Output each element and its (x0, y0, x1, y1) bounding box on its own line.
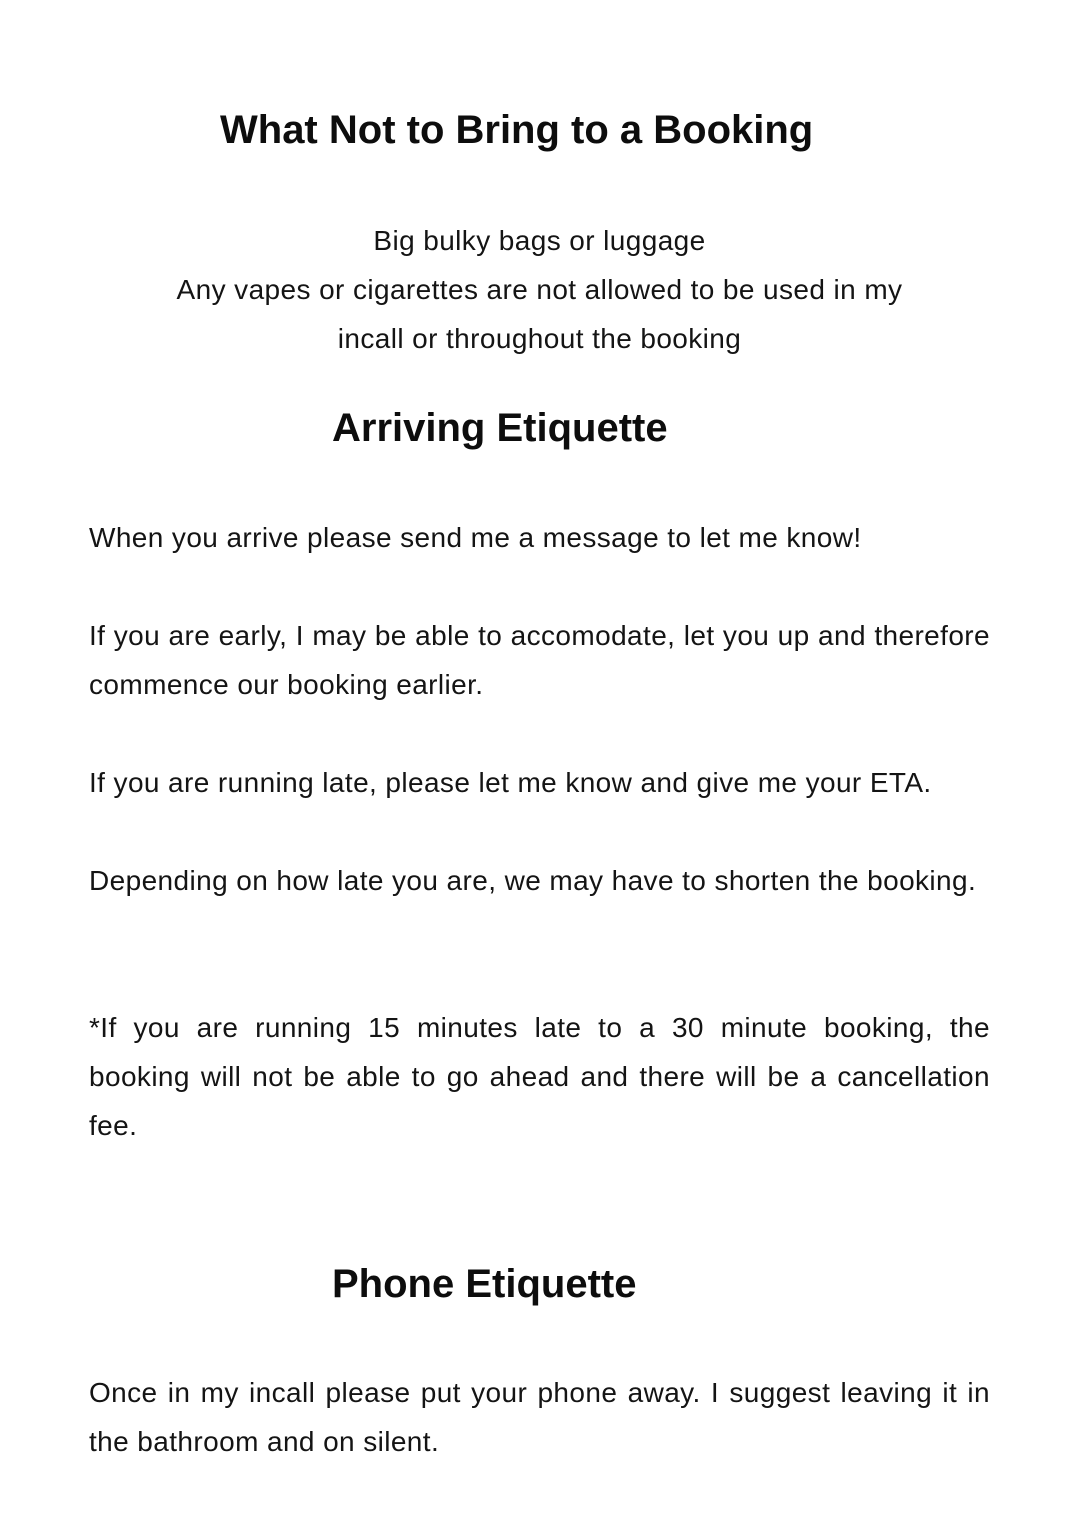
paragraph-early-arrival: If you are early, I may be able to accomodate, let you up and therefore commence our booking earlier. (89, 620, 990, 700)
heading-arriving-etiquette: Arriving Etiquette (332, 406, 668, 450)
list-item: Any vapes or cigarettes are not allowed to be used in my (176, 274, 903, 305)
paragraph-phone-away: Once in my incall please put your phone away. I suggest leaving it in the bathroom and on silent. (89, 1377, 990, 1457)
paragraph-cancellation-policy: *If you are running 15 minutes late to a 30 minute booking, the booking will not be able to go ahead and there will be a cancellation fee. (89, 1012, 990, 1141)
heading-phone-etiquette: Phone Etiquette (332, 1262, 637, 1306)
list-item: incall or throughout the booking (337, 323, 742, 354)
paragraph-shorten-booking: Depending on how late you are, we may have to shorten the booking. (89, 865, 977, 896)
not-to-bring-list (89, 216, 990, 363)
list-item: Big bulky bags or luggage (373, 225, 706, 256)
paragraph-arrive-message: When you arrive please send me a message to let me know! (89, 522, 862, 553)
paragraph-running-late: If you are running late, please let me know and give me your ETA. (89, 767, 932, 798)
heading-what-not-to-bring: What Not to Bring to a Booking (220, 108, 814, 152)
